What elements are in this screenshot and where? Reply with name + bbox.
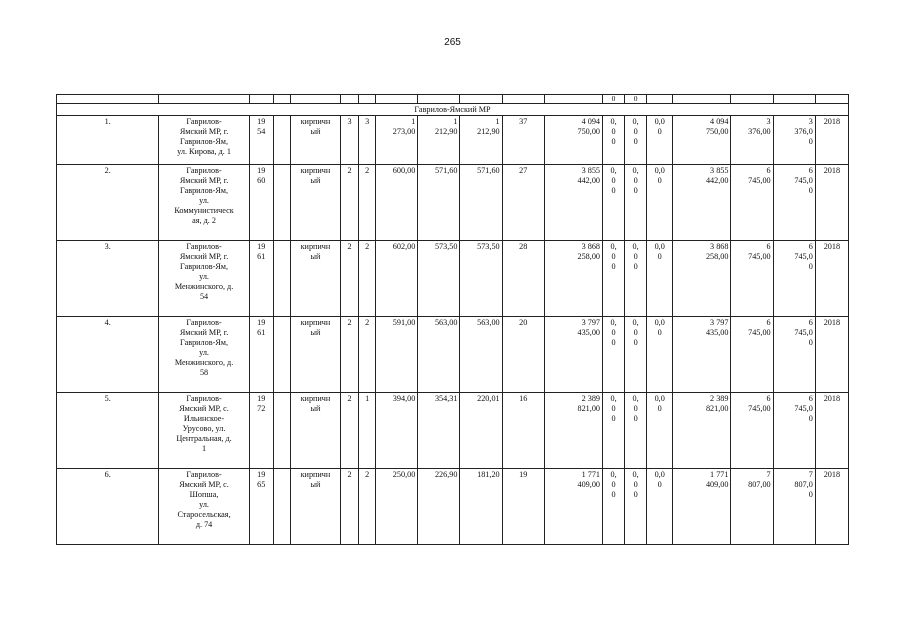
fund-3-cell (647, 393, 673, 469)
residents-cell-text: 16 (519, 394, 528, 403)
empty-cell (273, 317, 290, 393)
fund-2-cell (625, 116, 647, 165)
header-strip-cell (502, 95, 544, 104)
unit-cost-cell (731, 241, 773, 317)
cost-total-cell (673, 165, 731, 241)
cost-cell (544, 116, 602, 165)
area-b-cell-text: 563,00 (477, 318, 500, 327)
fund-2-cell-text: 0, 0 0 (632, 166, 639, 195)
area-a-cell (418, 469, 460, 545)
fund-2-cell (625, 317, 647, 393)
material-cell-text: кирпичн ый (300, 318, 331, 337)
entrances-cell (359, 317, 376, 393)
section-row (57, 104, 849, 116)
entrances-cell (359, 469, 376, 545)
area-a-cell (418, 393, 460, 469)
entrances-cell (359, 116, 376, 165)
cost-total-cell (673, 393, 731, 469)
row-number (57, 469, 159, 545)
area-b-cell-text: 181,20 (477, 470, 500, 479)
address-cell-text: Гаврилов- Ямский МР, г. Гаврилов-Ям, ул. Кирова, д. 1 (177, 117, 231, 156)
address-cell-text: Гаврилов- Ямский МР, с. Шопша, ул. Старосельская, д. 74 (177, 470, 231, 529)
plan-year-cell-text: 2018 (823, 242, 841, 251)
area-b-cell (460, 165, 502, 241)
year-cell (249, 469, 273, 545)
fund-1-cell (603, 469, 625, 545)
floors-cell (341, 241, 359, 317)
unit-cost-cell (731, 116, 773, 165)
unit-cost-cell-text: 6 745,00 (748, 166, 771, 185)
cost-total-cell (673, 116, 731, 165)
header-strip-cell (815, 95, 848, 104)
floors-cell (341, 393, 359, 469)
cost-total-cell-text: 1 771 409,00 (705, 470, 729, 489)
entrances-cell (359, 241, 376, 317)
residents-cell (502, 393, 544, 469)
fund-3-cell-text: 0,0 0 (654, 470, 665, 489)
limit-cost-cell (773, 165, 815, 241)
floors-cell-text: 2 (347, 470, 352, 479)
cost-cell-text: 1 771 409,00 (577, 470, 600, 489)
fund-2-cell (625, 241, 647, 317)
row-number-text: 4. (104, 318, 111, 327)
material-cell (290, 241, 340, 317)
row-number (57, 116, 159, 165)
limit-cost-cell-text: 7 807,0 0 (794, 470, 813, 499)
material-cell-text: кирпичн ый (300, 117, 331, 136)
residents-cell-text: 37 (519, 117, 528, 126)
plan-year-cell-text: 2018 (823, 166, 841, 175)
row-number-text: 5. (104, 394, 111, 403)
fund-1-cell-text: 0, 0 0 (610, 166, 617, 195)
fund-1-cell-text: 0, 0 0 (610, 470, 617, 499)
year-cell-text: 19 54 (257, 117, 266, 136)
area-b-cell-text: 220,01 (477, 394, 500, 403)
residents-cell (502, 469, 544, 545)
limit-cost-cell (773, 317, 815, 393)
plan-year-cell-text: 2018 (823, 117, 841, 126)
year-cell-text: 19 60 (257, 166, 266, 185)
entrances-cell-text: 2 (365, 242, 370, 251)
entrances-cell-text: 1 (365, 394, 370, 403)
unit-cost-cell-text: 6 745,00 (748, 242, 771, 261)
header-strip-cell (57, 95, 159, 104)
header-strip-cell (673, 95, 731, 104)
fund-3-cell (647, 116, 673, 165)
unit-cost-cell (731, 393, 773, 469)
residents-cell-text: 27 (519, 166, 528, 175)
fund-2-cell-text: 0, 0 0 (632, 394, 639, 423)
unit-cost-cell-text: 7 807,00 (748, 470, 771, 489)
area-b-cell (460, 116, 502, 165)
area-b-cell-text: 1 212,90 (477, 117, 500, 136)
limit-cost-cell-text: 6 745,0 0 (794, 166, 813, 195)
cost-total-cell-text: 3 868 258,00 (705, 242, 729, 261)
header-strip-cell (460, 95, 502, 104)
fund-3-cell-text: 0,0 0 (654, 394, 665, 413)
area-b-cell (460, 469, 502, 545)
plan-year-cell (815, 393, 848, 469)
address-cell (159, 317, 249, 393)
empty-cell (273, 116, 290, 165)
address-cell (159, 165, 249, 241)
fund-2-cell (625, 469, 647, 545)
cost-total-cell (673, 241, 731, 317)
fund-1-cell-text: 0, 0 0 (610, 318, 617, 347)
area-b-cell (460, 241, 502, 317)
area-a-cell-text: 354,31 (434, 394, 458, 403)
housing-registry-table (56, 94, 849, 545)
cost-total-cell (673, 317, 731, 393)
unit-cost-cell-text: 3 376,00 (748, 117, 771, 136)
table-row (57, 469, 849, 545)
row-number (57, 165, 159, 241)
total-area-cell-text: 1 273,00 (392, 117, 416, 136)
entrances-cell-text: 3 (365, 117, 370, 126)
fund-1-cell-text: 0, 0 0 (610, 394, 617, 423)
empty-cell (273, 393, 290, 469)
fund-2-cell-text: 0, 0 0 (632, 117, 639, 146)
plan-year-cell (815, 116, 848, 165)
header-strip-cell (731, 95, 773, 104)
entrances-cell (359, 165, 376, 241)
total-area-cell-text: 591,00 (392, 318, 416, 327)
total-area-cell (376, 241, 418, 317)
fund-1-cell (603, 393, 625, 469)
limit-cost-cell-text: 6 745,0 0 (794, 242, 813, 271)
material-cell (290, 393, 340, 469)
fund-3-cell (647, 317, 673, 393)
header-strip-cell (249, 95, 273, 104)
fund-2-cell-text: 0, 0 0 (632, 318, 639, 347)
table-row (57, 165, 849, 241)
floors-cell (341, 469, 359, 545)
residents-cell (502, 241, 544, 317)
floors-cell (341, 165, 359, 241)
area-b-cell-text: 571,60 (477, 166, 500, 175)
fund-3-cell-text: 0,0 0 (654, 318, 665, 337)
address-cell-text: Гаврилов- Ямский МР, г. Гаврилов-Ям, ул. Менжинского, д. 58 (174, 318, 234, 377)
residents-cell-text: 20 (519, 318, 528, 327)
address-cell (159, 116, 249, 165)
unit-cost-cell-text: 6 745,00 (748, 318, 771, 337)
residents-cell-text: 28 (519, 242, 528, 251)
material-cell-text: кирпичн ый (300, 166, 331, 185)
header-strip-cell (418, 95, 460, 104)
year-cell-text: 19 61 (257, 242, 266, 261)
total-area-cell (376, 165, 418, 241)
address-cell (159, 469, 249, 545)
plan-year-cell (815, 165, 848, 241)
cost-cell-text: 3 797 435,00 (577, 318, 600, 337)
plan-year-cell-text: 2018 (823, 318, 841, 327)
area-b-cell-text: 573,50 (477, 242, 500, 251)
residents-cell (502, 317, 544, 393)
floors-cell-text: 2 (347, 242, 352, 251)
year-cell-text: 19 61 (257, 318, 266, 337)
area-a-cell-text: 226,90 (434, 470, 458, 479)
header-strip-cell (159, 95, 249, 104)
header-strip-row (57, 95, 849, 104)
plan-year-cell-text: 2018 (823, 394, 841, 403)
plan-year-cell (815, 317, 848, 393)
header-strip-cell (376, 95, 418, 104)
area-a-cell-text: 563,00 (434, 318, 458, 327)
table-row (57, 116, 849, 165)
total-area-cell (376, 469, 418, 545)
year-cell-text: 19 72 (257, 394, 266, 413)
fund-1-cell (603, 241, 625, 317)
fund-3-cell-text: 0,0 0 (654, 242, 665, 261)
empty-cell (273, 241, 290, 317)
material-cell (290, 317, 340, 393)
empty-cell (273, 469, 290, 545)
row-number (57, 317, 159, 393)
area-a-cell-text: 573,50 (434, 242, 458, 251)
floors-cell (341, 116, 359, 165)
address-cell (159, 393, 249, 469)
residents-cell-text: 19 (519, 470, 528, 479)
fund-2-cell-text: 0, 0 0 (632, 242, 639, 271)
area-a-cell (418, 116, 460, 165)
area-a-cell (418, 241, 460, 317)
limit-cost-cell (773, 116, 815, 165)
table-row (57, 317, 849, 393)
limit-cost-cell (773, 393, 815, 469)
address-cell (159, 241, 249, 317)
fund-1-cell (603, 317, 625, 393)
material-cell (290, 165, 340, 241)
floors-cell-text: 3 (347, 117, 352, 126)
floors-cell-text: 2 (347, 394, 352, 403)
header-strip-cell (290, 95, 340, 104)
fund-1-cell (603, 165, 625, 241)
fund-3-cell (647, 241, 673, 317)
row-number-text: 2. (104, 166, 111, 175)
row-number-text: 6. (104, 470, 111, 479)
row-number-text: 3. (104, 242, 111, 251)
page-number: 265 (444, 37, 461, 48)
cost-cell (544, 165, 602, 241)
total-area-cell (376, 317, 418, 393)
cost-cell-text: 2 389 821,00 (577, 394, 600, 413)
section-title: Гаврилов-Ямский МР (57, 104, 849, 116)
cost-cell (544, 393, 602, 469)
cost-cell-text: 4 094 750,00 (577, 117, 600, 136)
floors-cell-text: 2 (347, 318, 352, 327)
plan-year-cell (815, 241, 848, 317)
limit-cost-cell-text: 6 745,0 0 (794, 394, 813, 423)
fund-3-cell (647, 469, 673, 545)
address-cell-text: Гаврилов- Ямский МР, г. Гаврилов-Ям, ул. Менжинского, д. 54 (174, 242, 234, 301)
residents-cell (502, 116, 544, 165)
floors-cell-text: 2 (347, 166, 352, 175)
area-a-cell-text: 1 212,90 (434, 117, 458, 136)
cost-cell (544, 469, 602, 545)
total-area-cell-text: 394,00 (392, 394, 416, 403)
fund-3-cell (647, 165, 673, 241)
unit-cost-cell (731, 317, 773, 393)
header-strip-cell: 0 (625, 95, 647, 104)
address-cell-text: Гаврилов- Ямский МР, с. Ильинское- Урусово, ул. Центральная, д. 1 (176, 394, 232, 453)
year-cell (249, 393, 273, 469)
row-number (57, 393, 159, 469)
area-a-cell (418, 317, 460, 393)
limit-cost-cell (773, 469, 815, 545)
header-strip-cell: 0 (603, 95, 625, 104)
area-b-cell (460, 393, 502, 469)
header-strip-cell (647, 95, 673, 104)
year-cell (249, 165, 273, 241)
fund-2-cell-text: 0, 0 0 (632, 470, 639, 499)
fund-3-cell-text: 0,0 0 (654, 166, 665, 185)
area-b-cell (460, 317, 502, 393)
fund-2-cell (625, 165, 647, 241)
cost-total-cell-text: 4 094 750,00 (705, 117, 729, 136)
entrances-cell-text: 2 (365, 470, 370, 479)
cost-total-cell (673, 469, 731, 545)
unit-cost-cell (731, 469, 773, 545)
total-area-cell-text: 250,00 (392, 470, 416, 479)
material-cell-text: кирпичн ый (300, 394, 331, 413)
total-area-cell (376, 393, 418, 469)
header-strip-cell (773, 95, 815, 104)
material-cell (290, 116, 340, 165)
cost-cell (544, 317, 602, 393)
fund-1-cell-text: 0, 0 0 (610, 242, 617, 271)
year-cell-text: 19 65 (257, 470, 266, 489)
year-cell (249, 241, 273, 317)
total-area-cell-text: 600,00 (392, 166, 416, 175)
fund-2-cell (625, 393, 647, 469)
row-number (57, 241, 159, 317)
total-area-cell (376, 116, 418, 165)
cost-cell-text: 3 855 442,00 (577, 166, 600, 185)
material-cell-text: кирпичн ый (300, 470, 331, 489)
unit-cost-cell-text: 6 745,00 (748, 394, 771, 413)
floors-cell (341, 317, 359, 393)
material-cell-text: кирпичн ый (300, 242, 331, 261)
limit-cost-cell (773, 241, 815, 317)
limit-cost-cell-text: 6 745,0 0 (794, 318, 813, 347)
entrances-cell-text: 2 (365, 318, 370, 327)
cost-cell-text: 3 868 258,00 (577, 242, 600, 261)
residents-cell (502, 165, 544, 241)
year-cell (249, 116, 273, 165)
unit-cost-cell (731, 165, 773, 241)
header-strip-cell (544, 95, 602, 104)
table-row (57, 393, 849, 469)
row-number-text: 1. (104, 117, 111, 126)
header-strip-cell (341, 95, 359, 104)
fund-1-cell-text: 0, 0 0 (610, 117, 617, 146)
plan-year-cell (815, 469, 848, 545)
fund-3-cell-text: 0,0 0 (654, 117, 665, 136)
fund-1-cell (603, 116, 625, 165)
entrances-cell (359, 393, 376, 469)
cost-total-cell-text: 2 389 821,00 (705, 394, 729, 413)
total-area-cell-text: 602,00 (392, 242, 416, 251)
limit-cost-cell-text: 3 376,0 0 (794, 117, 813, 146)
empty-cell (273, 165, 290, 241)
cost-total-cell-text: 3 797 435,00 (705, 318, 729, 337)
material-cell (290, 469, 340, 545)
address-cell-text: Гаврилов- Ямский МР, г. Гаврилов-Ям, ул. Коммунистическ ая, д. 2 (174, 166, 234, 225)
area-a-cell (418, 165, 460, 241)
cost-cell (544, 241, 602, 317)
header-strip-cell (359, 95, 376, 104)
plan-year-cell-text: 2018 (823, 470, 841, 479)
cost-total-cell-text: 3 855 442,00 (705, 166, 729, 185)
entrances-cell-text: 2 (365, 166, 370, 175)
header-strip-cell (273, 95, 290, 104)
area-a-cell-text: 571,60 (434, 166, 458, 175)
year-cell (249, 317, 273, 393)
table-row (57, 241, 849, 317)
